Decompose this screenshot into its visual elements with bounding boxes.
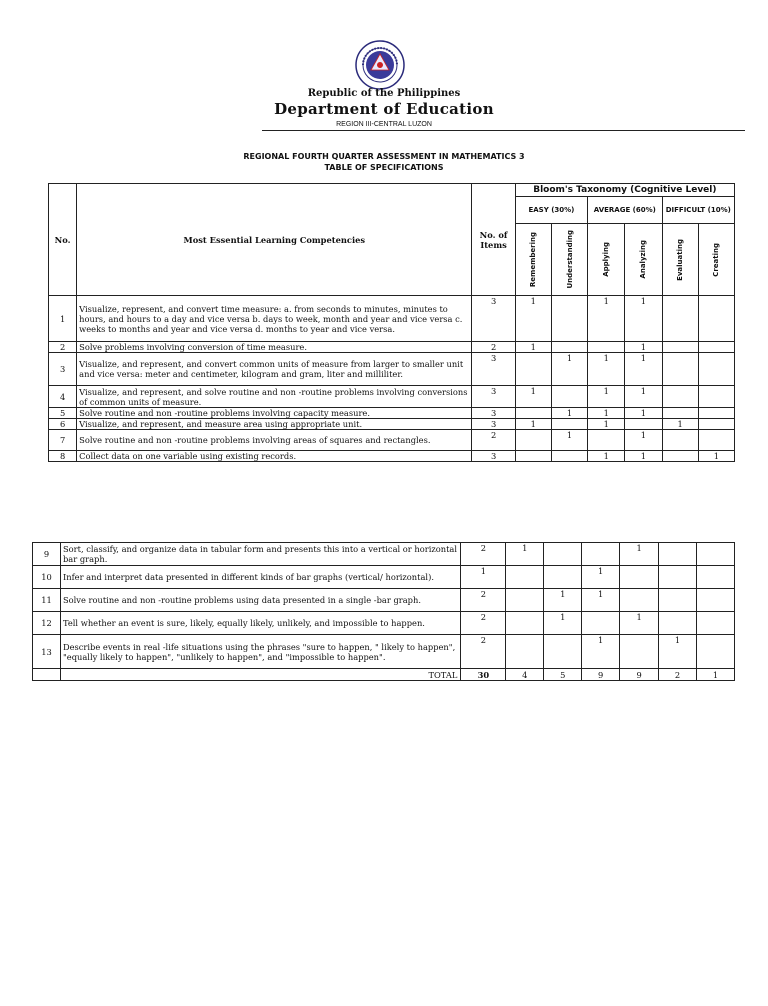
total-evaluating: 2: [659, 669, 697, 681]
header-bloom: Bloom's Taxonomy (Cognitive Level): [515, 184, 734, 197]
item-count: 3: [472, 353, 515, 386]
competency-text: Tell whether an event is sure, likely, equally likely, unlikely, and impossible to happen.: [60, 612, 460, 635]
republic-heading: Republic of the Philippines: [307, 88, 461, 99]
creating-count: [698, 296, 734, 342]
remembering-count: [515, 430, 551, 451]
remembering-count: [506, 566, 544, 589]
applying-count: 1: [582, 635, 620, 669]
row-number: 11: [33, 589, 61, 612]
remembering-count: [515, 451, 551, 462]
understanding-count: [544, 635, 582, 669]
total-creating: 1: [697, 669, 735, 681]
analyzing-count: [620, 589, 659, 612]
header-understanding: Understanding: [565, 230, 574, 289]
evaluating-count: [659, 543, 697, 566]
remembering-count: 1: [515, 419, 551, 430]
total-understanding: 5: [544, 669, 582, 681]
creating-count: [698, 386, 734, 408]
evaluating-count: [662, 408, 698, 419]
evaluating-count: [659, 566, 697, 589]
understanding-count: 1: [551, 430, 587, 451]
table-row: [33, 589, 735, 612]
row-number: 2: [49, 342, 77, 353]
understanding-count: [551, 342, 587, 353]
item-count: 3: [472, 296, 515, 342]
total-analyzing: 9: [620, 669, 659, 681]
specification-table-1: [48, 183, 735, 462]
row-number: 5: [49, 408, 77, 419]
row-number: 7: [49, 430, 77, 451]
understanding-count: 1: [544, 612, 582, 635]
competency-text: Sort, classify, and organize data in tabular form and presents this into a vertical or horizontal bar graph.: [60, 543, 460, 566]
total-applying: 9: [582, 669, 620, 681]
header-competencies: Most Essential Learning Competencies: [77, 184, 472, 296]
item-count: 3: [472, 419, 515, 430]
header-evaluating: Evaluating: [676, 238, 685, 281]
row-number: 4: [49, 386, 77, 408]
item-count: 2: [461, 635, 506, 669]
header-creating: Creating: [712, 242, 721, 277]
header-easy: EASY (30%): [515, 197, 587, 224]
competency-text: Infer and interpret data presented in different kinds of bar graphs (vertical/ horizontal).: [60, 566, 460, 589]
creating-count: [698, 353, 734, 386]
creating-count: [698, 342, 734, 353]
analyzing-count: 1: [620, 543, 659, 566]
item-count: 2: [461, 589, 506, 612]
applying-count: 1: [588, 408, 625, 419]
evaluating-count: [662, 353, 698, 386]
competency-text: Solve routine and non -routine problems involving capacity measure.: [77, 408, 472, 419]
row-number: 8: [49, 451, 77, 462]
row-number: 3: [49, 353, 77, 386]
header-analyzing: Analyzing: [639, 240, 648, 279]
row-number: 1: [49, 296, 77, 342]
applying-count: 1: [588, 296, 625, 342]
understanding-count: 1: [551, 353, 587, 386]
header-no: No.: [49, 184, 77, 296]
understanding-count: [544, 543, 582, 566]
total-row: [33, 669, 735, 681]
table-row: [49, 419, 735, 430]
analyzing-count: 1: [625, 430, 662, 451]
remembering-count: [506, 612, 544, 635]
row-number: 10: [33, 566, 61, 589]
analyzing-count: [620, 635, 659, 669]
assessment-title: REGIONAL FOURTH QUARTER ASSESSMENT IN MATHEMATICS 3: [243, 152, 525, 161]
row-number: 13: [33, 635, 61, 669]
header-difficult: DIFFICULT (10%): [662, 197, 734, 224]
analyzing-count: [625, 419, 662, 430]
header-items: No. of Items: [472, 184, 515, 296]
understanding-count: 1: [551, 408, 587, 419]
table-row: [49, 408, 735, 419]
evaluating-count: [662, 342, 698, 353]
table-subtitle: TABLE OF SPECIFICATIONS: [324, 163, 444, 172]
creating-count: [698, 419, 734, 430]
competency-text: Solve routine and non -routine problems using data presented in a single -bar graph.: [60, 589, 460, 612]
creating-count: [697, 612, 735, 635]
table-row: [33, 635, 735, 669]
applying-count: 1: [588, 451, 625, 462]
applying-count: 1: [582, 566, 620, 589]
understanding-count: 1: [544, 589, 582, 612]
competency-text: Collect data on one variable using existing records.: [77, 451, 472, 462]
row-number: 6: [49, 419, 77, 430]
table-row: [49, 353, 735, 386]
item-count: 3: [472, 386, 515, 408]
remembering-count: 1: [506, 543, 544, 566]
applying-count: [582, 543, 620, 566]
total-remembering: 4: [506, 669, 544, 681]
table-row: [49, 451, 735, 462]
table-row: [49, 342, 735, 353]
applying-count: 1: [588, 419, 625, 430]
table-row: [33, 543, 735, 566]
remembering-count: [506, 589, 544, 612]
remembering-count: [515, 408, 551, 419]
evaluating-count: 1: [659, 635, 697, 669]
competency-text: Visualize, and represent, and solve routine and non -routine problems involving conversions of common units of measure.: [77, 386, 472, 408]
creating-count: 1: [698, 451, 734, 462]
item-count: 1: [461, 566, 506, 589]
analyzing-count: 1: [625, 342, 662, 353]
evaluating-count: [659, 612, 697, 635]
item-count: 2: [472, 342, 515, 353]
competency-text: Visualize, and represent, and measure area using appropriate unit.: [77, 419, 472, 430]
creating-count: [697, 589, 735, 612]
analyzing-count: 1: [625, 296, 662, 342]
remembering-count: [506, 635, 544, 669]
evaluating-count: 1: [662, 419, 698, 430]
evaluating-count: [662, 451, 698, 462]
deped-seal-logo: [355, 40, 405, 90]
evaluating-count: [662, 296, 698, 342]
analyzing-count: 1: [625, 386, 662, 408]
applying-count: [588, 430, 625, 451]
understanding-count: [551, 419, 587, 430]
remembering-count: 1: [515, 342, 551, 353]
competency-text: Describe events in real -life situations using the phrases "sure to happen, " likely to happen", "equally likely to happen", "unlikely to happen", and "impossible to happen".: [60, 635, 460, 669]
creating-count: [697, 543, 735, 566]
analyzing-count: 1: [620, 612, 659, 635]
header-applying: Applying: [602, 242, 611, 277]
creating-count: [698, 408, 734, 419]
table-row: [49, 430, 735, 451]
row-number: 12: [33, 612, 61, 635]
table-row: [33, 566, 735, 589]
creating-count: [697, 566, 735, 589]
table-row: [49, 296, 735, 342]
analyzing-count: 1: [625, 451, 662, 462]
creating-count: [698, 430, 734, 451]
remembering-count: 1: [515, 296, 551, 342]
table-row: [33, 612, 735, 635]
creating-count: [697, 635, 735, 669]
row-number: 9: [33, 543, 61, 566]
evaluating-count: [662, 386, 698, 408]
header-divider: [262, 130, 745, 131]
understanding-count: [551, 451, 587, 462]
understanding-count: [544, 566, 582, 589]
understanding-count: [551, 386, 587, 408]
total-items: 30: [461, 669, 506, 681]
analyzing-count: 1: [625, 408, 662, 419]
competency-text: Visualize, represent, and convert time measure: a. from seconds to minutes, minutes to hours, and hours to a day and vice versa b. days to week, month and year and vice versa c. weeks to months and year and vice versa d. months to year and vice versa.: [77, 296, 472, 342]
item-count: 2: [472, 430, 515, 451]
item-count: 2: [461, 612, 506, 635]
total-label: TOTAL: [60, 669, 460, 681]
applying-count: 1: [582, 589, 620, 612]
competency-text: Solve problems involving conversion of time measure.: [77, 342, 472, 353]
specification-table-2: [32, 542, 735, 681]
item-count: 2: [461, 543, 506, 566]
analyzing-count: 1: [625, 353, 662, 386]
remembering-count: 1: [515, 386, 551, 408]
applying-count: [588, 342, 625, 353]
analyzing-count: [620, 566, 659, 589]
applying-count: [582, 612, 620, 635]
remembering-count: [515, 353, 551, 386]
item-count: 3: [472, 451, 515, 462]
applying-count: 1: [588, 386, 625, 408]
table-row: [49, 386, 735, 408]
understanding-count: [551, 296, 587, 342]
evaluating-count: [662, 430, 698, 451]
applying-count: 1: [588, 353, 625, 386]
competency-text: Solve routine and non -routine problems involving areas of squares and rectangles.: [77, 430, 472, 451]
item-count: 3: [472, 408, 515, 419]
header-average: AVERAGE (60%): [588, 197, 662, 224]
department-heading: Department of Education: [274, 100, 494, 118]
competency-text: Visualize, and represent, and convert common units of measure from larger to smaller unit and vice versa: meter and centimeter, kilogram and gram, liter and milliliter.: [77, 353, 472, 386]
evaluating-count: [659, 589, 697, 612]
region-heading: REGION III-CENTRAL LUZON: [336, 121, 432, 128]
header-remembering: Remembering: [529, 231, 538, 288]
